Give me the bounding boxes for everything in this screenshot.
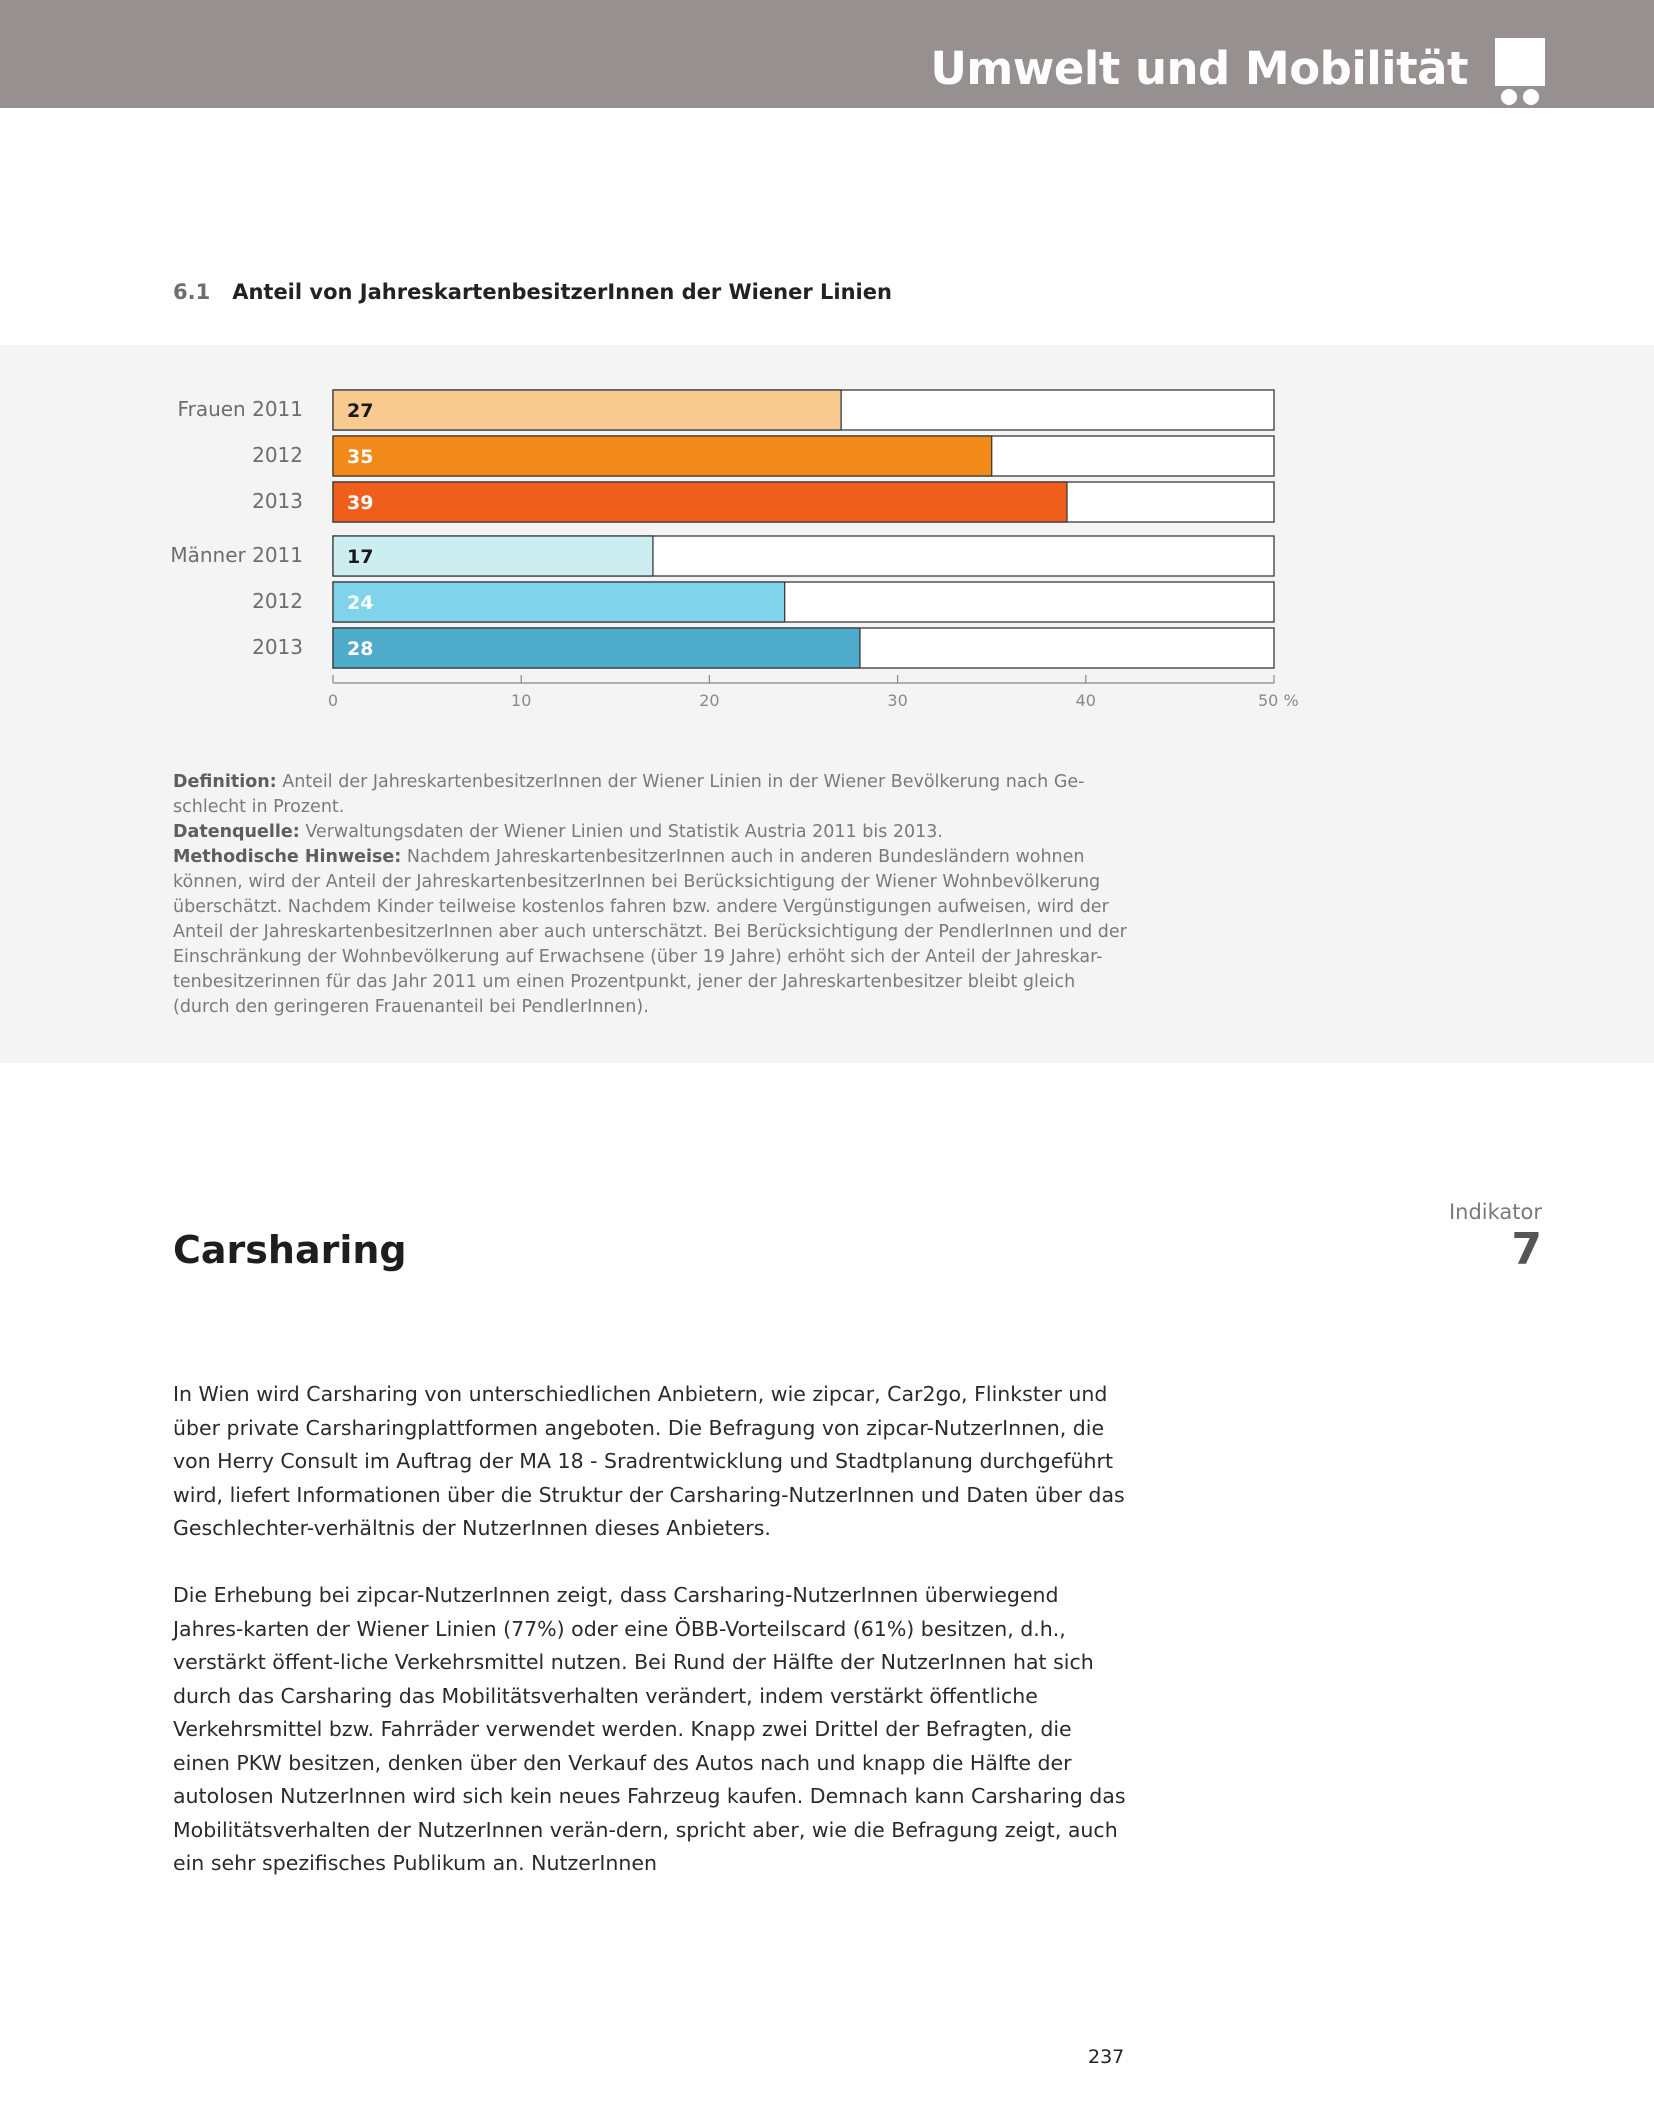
figure-caption: Anteil von JahreskartenbesitzerInnen der Wiener Linien bbox=[232, 280, 892, 304]
figure-title bbox=[173, 280, 892, 304]
bar bbox=[333, 390, 841, 430]
category-label: 2012 bbox=[252, 589, 303, 613]
category-label: 2013 bbox=[252, 635, 303, 659]
source-label: Datenquelle: bbox=[173, 822, 300, 842]
x-tick-label: 40 bbox=[1075, 691, 1096, 710]
source-text: Verwaltungsdaten der Wiener Linien und Statistik Austria 2011 bis 2013. bbox=[299, 822, 943, 842]
body-paragraph: In Wien wird Carsharing von unterschiedlichen Anbietern, wie zipcar, Car2go, Flinkster und über private Carsharingplattformen angeboten. Die Befragung von zipcar-NutzerInnen, die von Herry Consult im Auftrag der MA 18 - Sradrentwicklung und Stadtplanung durchgeführt wird, liefert Informationen über die Struktur der Carsharing-NutzerInnen und Daten über das Geschlechter-verhältnis der NutzerInnen dieses Anbieters. bbox=[173, 1382, 1125, 1540]
category-label: 2012 bbox=[252, 443, 303, 467]
x-tick-label: 30 bbox=[887, 691, 908, 710]
bar-value-label: 39 bbox=[347, 492, 374, 514]
bar-value-label: 24 bbox=[347, 592, 374, 614]
chapter-tram-icon bbox=[1495, 38, 1545, 106]
bar bbox=[333, 628, 860, 668]
x-tick-label: 50 % bbox=[1258, 691, 1299, 710]
body-paragraph: Die Erhebung bei zipcar-NutzerInnen zeigt, dass Carsharing-NutzerInnen überwiegend Jahres-karten der Wiener Linien (77%) oder eine ÖBB-Vorteilscard (61%) besitzen, d.h., verstärkt öffent-liche Verkehrsmittel nutzen. Bei Rund der Hälfte der NutzerInnen hat sich durch das Carsharing das Mobilitätsverhalten verändert, indem verstärkt öffentliche Verkehrsmittel bzw. Fahrräder verwendet werden. Knapp zwei Drittel der Befragten, die einen PKW besitzen, denken über den Verkauf des Autos nach und knapp die Hälfte der autolosen NutzerInnen wird sich kein neues Fahrzeug kaufen. Demnach kann Carsharing das Mobilitätsverhalten der NutzerInnen verän-dern, spricht aber, wie die Befragung zeigt, auch ein sehr spezifisches Publikum an. NutzerInnen bbox=[173, 1583, 1126, 1875]
body-text bbox=[173, 1378, 1133, 1914]
x-tick-label: 10 bbox=[511, 691, 532, 710]
category-label: Männer 2011 bbox=[170, 543, 303, 567]
figure-panel bbox=[0, 345, 1654, 1063]
indicator-label: Indikator bbox=[1448, 1200, 1542, 1224]
page-number: 237 bbox=[1088, 2046, 1125, 2068]
method-label: Methodische Hinweise: bbox=[173, 847, 402, 867]
category-label: 2013 bbox=[252, 489, 303, 513]
method-note bbox=[173, 845, 1133, 1020]
indicator-number: 7 bbox=[1511, 1224, 1542, 1275]
definition-text: Anteil der JahreskartenbesitzerInnen der Wiener Linien in der Wiener Bevölkerung nach Ge-schlecht in Prozent. bbox=[173, 772, 1085, 817]
method-text: Nachdem JahreskartenbesitzerInnen auch in anderen Bundesländern wohnen können, wird der Anteil der JahreskartenbesitzerInnen bei Berücksichtigung der Wiener Wohnbevölkerung überschätzt. Nachdem Kinder teilweise kostenlos fahren bzw. andere Vergünstigungen aufweisen, wird der Anteil der JahreskartenbesitzerInnen aber auch unterschätzt. Bei Berücksichtigung der PendlerInnen und der Einschränkung der Wohnbevölkerung auf Erwachsene (über 19 Jahre) erhöht sich der Anteil der Jahreskar-tenbesitzerinnen für das Jahr 2011 um einen Prozentpunkt, jener der Jahreskartenbesitzer bleibt gleich (durch den geringeren Frauenanteil bei PendlerInnen). bbox=[173, 847, 1127, 1017]
definition-note bbox=[173, 770, 1133, 820]
bar-value-label: 17 bbox=[347, 546, 374, 568]
bar bbox=[333, 582, 785, 622]
bar-value-label: 28 bbox=[347, 638, 374, 660]
bar-value-label: 27 bbox=[347, 400, 374, 422]
figure-number: 6.1 bbox=[173, 280, 211, 304]
bar bbox=[333, 482, 1067, 522]
definition-label: Definition: bbox=[173, 772, 277, 792]
x-tick-label: 0 bbox=[327, 691, 339, 710]
category-label: Frauen 2011 bbox=[177, 397, 303, 421]
figure-notes bbox=[173, 770, 1133, 1020]
bar bbox=[333, 436, 992, 476]
x-tick-label: 20 bbox=[699, 691, 720, 710]
section-title: Carsharing bbox=[173, 1228, 407, 1272]
source-note bbox=[173, 820, 1133, 845]
bar-value-label: 35 bbox=[347, 446, 374, 468]
chapter-title: Umwelt und Mobilität bbox=[930, 42, 1468, 95]
bar bbox=[333, 536, 653, 576]
